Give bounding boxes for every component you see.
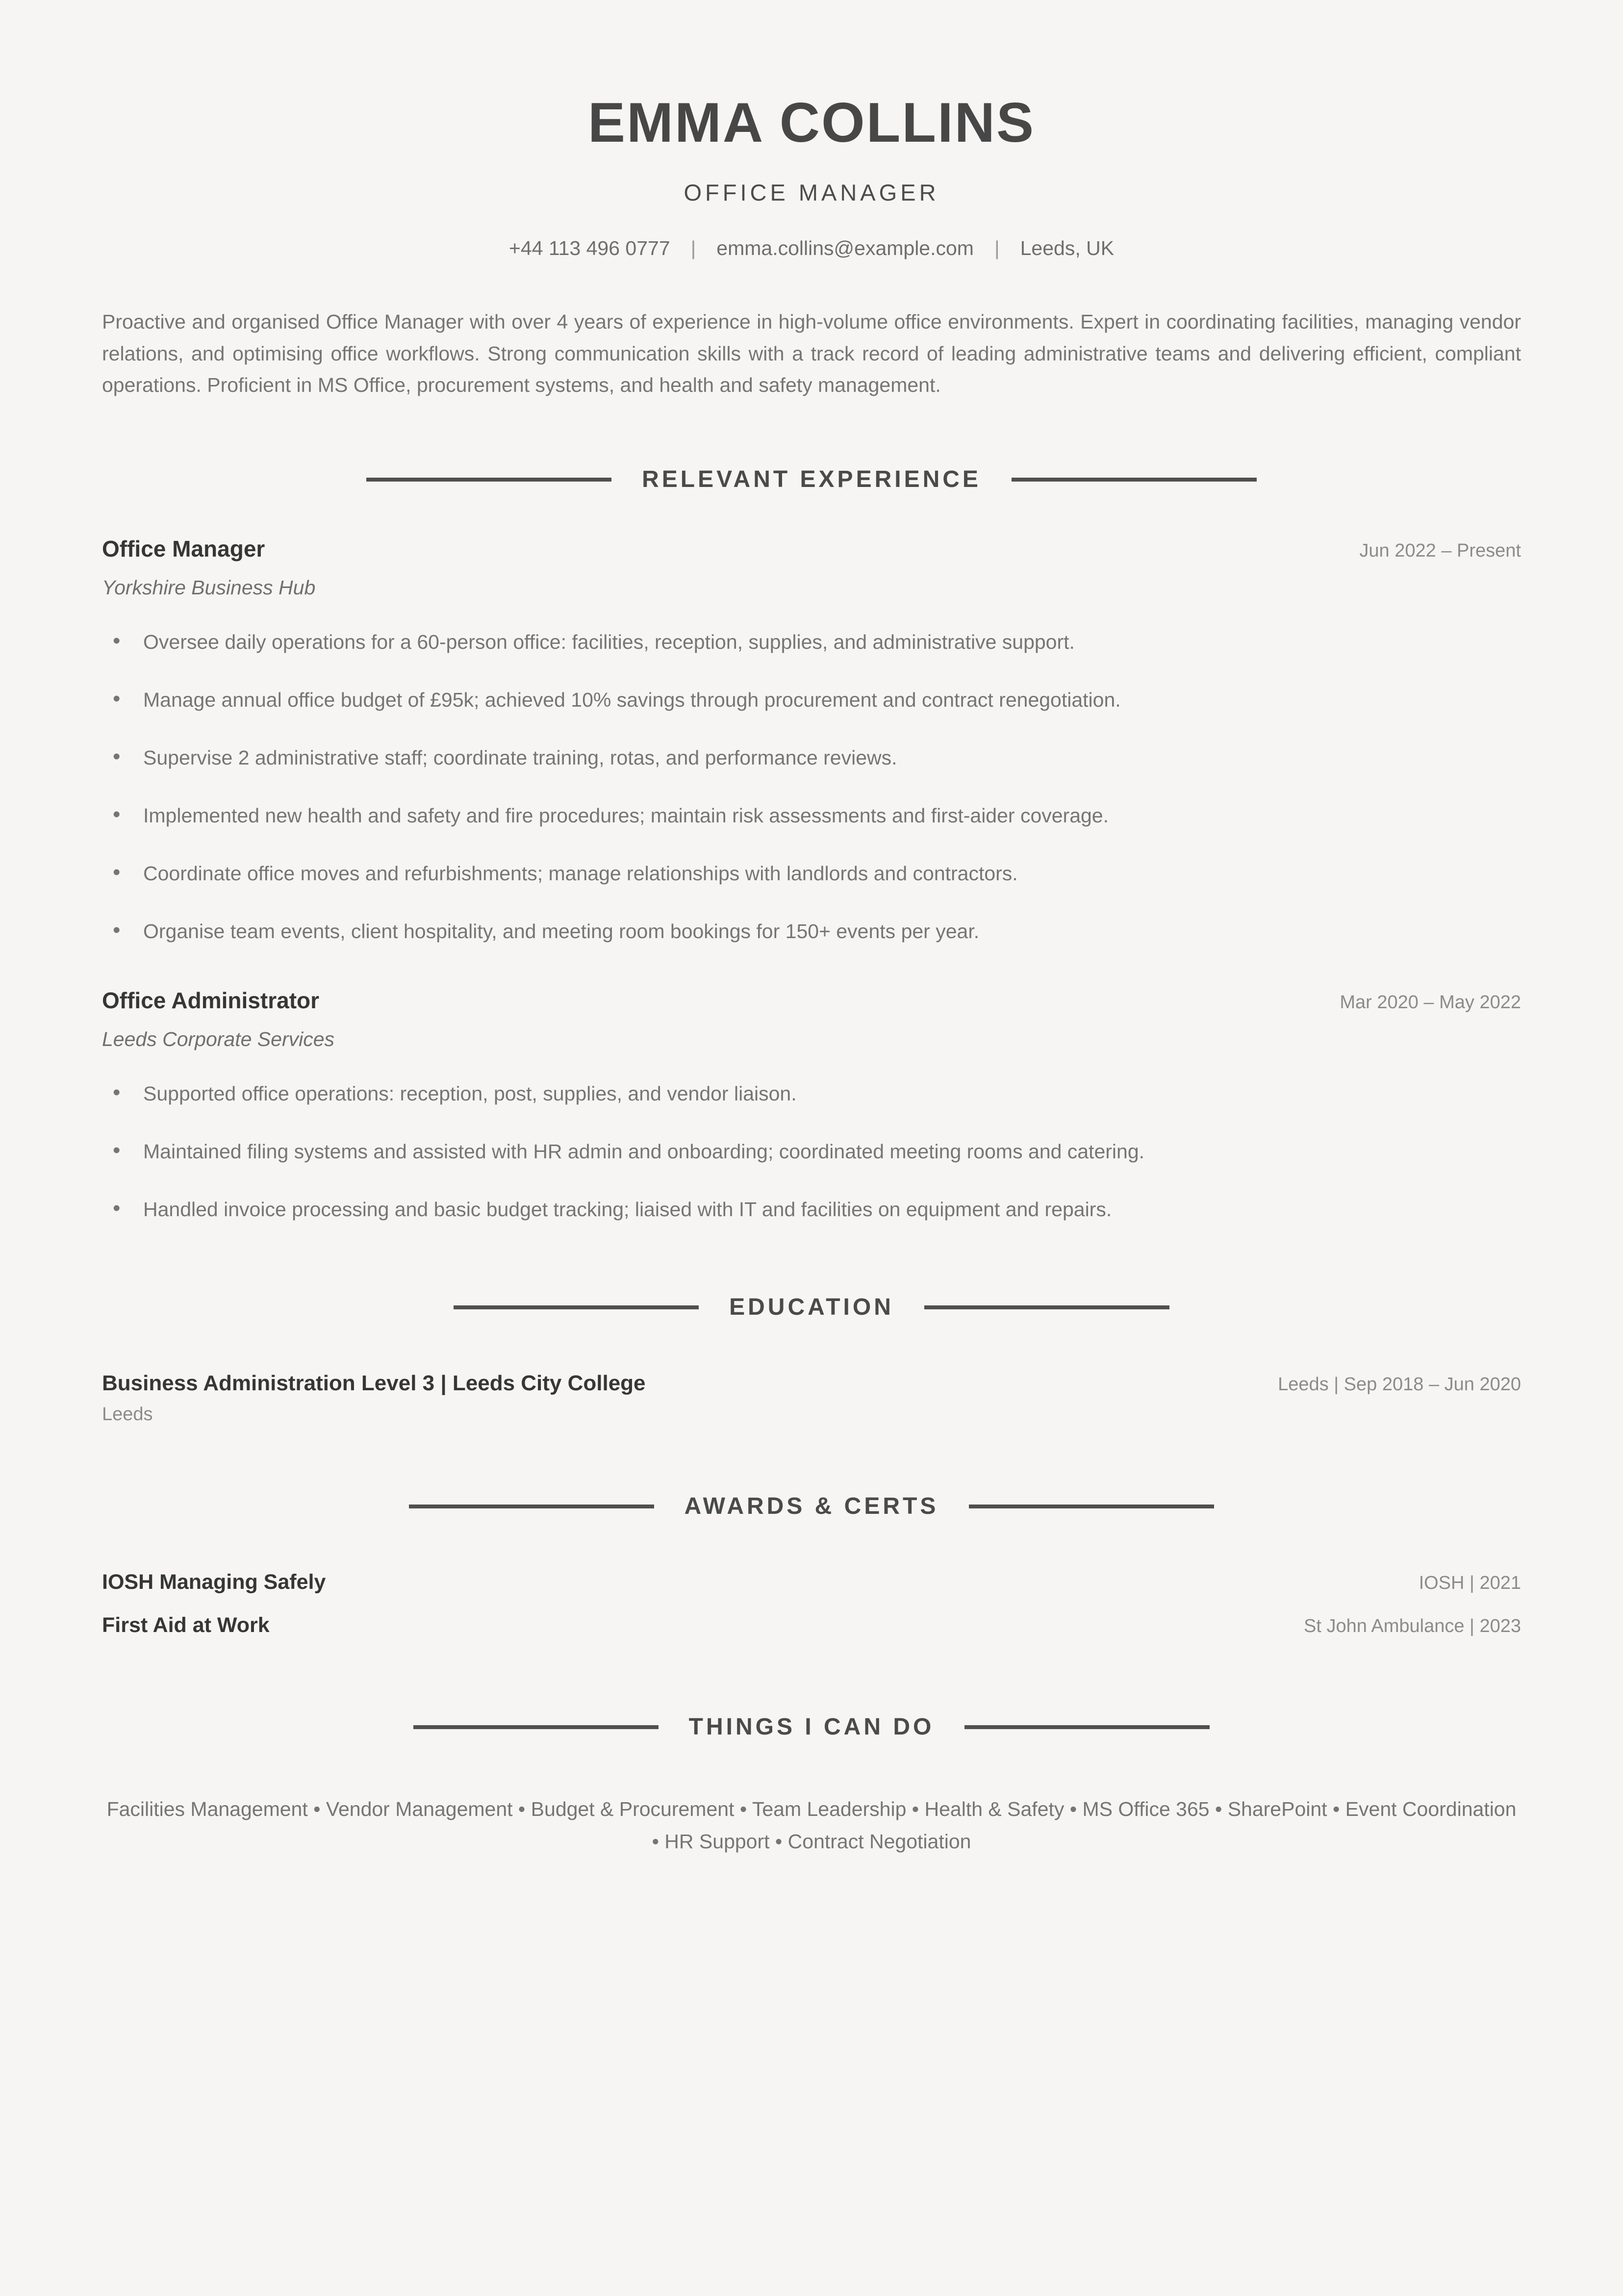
job-header [102, 988, 1521, 1013]
section-rule [1012, 478, 1257, 482]
section-rule [454, 1305, 699, 1309]
job-dates: Jun 2022 – Present [1359, 540, 1521, 561]
education-entry [102, 1371, 1521, 1425]
section-title: EDUCATION [729, 1294, 894, 1320]
section-rule [366, 478, 611, 482]
contact-separator: | [690, 237, 696, 259]
job-company: Yorkshire Business Hub [102, 576, 316, 599]
section-rule [409, 1505, 654, 1508]
job-title: Office Administrator [102, 987, 320, 1013]
job-bullet: • Handled invoice processing and basic budget tracking; liaised with IT and facilities on equipment and repairs. [102, 1198, 1521, 1221]
job-entry [102, 988, 1521, 1221]
contact-line [102, 237, 1521, 259]
section-title: AWARDS & CERTS [684, 1493, 939, 1519]
section-heading-experience [102, 467, 1521, 492]
award-entry [102, 1570, 1521, 1594]
job-bullet: • Supervise 2 administrative staff; coordinate training, rotas, and performance reviews. [102, 746, 1521, 769]
award-issuer: St John Ambulance | 2023 [1304, 1615, 1521, 1636]
job-bullet: • Implemented new health and safety and fire procedures; maintain risk assessments and first-aider coverage. [102, 804, 1521, 827]
section-title: RELEVANT EXPERIENCE [642, 466, 981, 492]
job-header [102, 536, 1521, 561]
education-header [102, 1371, 1521, 1396]
award-issuer: IOSH | 2021 [1419, 1572, 1521, 1593]
section-rule [413, 1725, 659, 1729]
job-entry [102, 536, 1521, 943]
award-entry [102, 1613, 1521, 1637]
job-title: Office Manager [102, 536, 265, 561]
section-rule [964, 1725, 1210, 1729]
job-bullet-list [102, 630, 1521, 943]
person-job-title: OFFICE MANAGER [684, 179, 939, 205]
section-rule [924, 1305, 1169, 1309]
contact-separator: | [994, 237, 1000, 259]
job-bullet: • Organise team events, client hospitality, and meeting room bookings for 150+ events per year. [102, 919, 1521, 943]
job-bullet: • Coordinate office moves and refurbishments; manage relationships with landlords and contractors. [102, 862, 1521, 885]
section-title: THINGS I CAN DO [688, 1713, 935, 1740]
job-dates: Mar 2020 – May 2022 [1340, 992, 1521, 1013]
job-company: Leeds Corporate Services [102, 1027, 335, 1050]
job-bullet: • Manage annual office budget of £95k; achieved 10% savings through procurement and contract renegotiation. [102, 688, 1521, 712]
job-bullet: • Maintained filing systems and assisted with HR admin and onboarding; coordinated meeting rooms and catering. [102, 1140, 1521, 1163]
contact-email: emma.collins@example.com [716, 237, 974, 259]
job-bullet: • Supported office operations: reception, post, supplies, and vendor liaison. [102, 1082, 1521, 1105]
education-degree: Business Administration Level 3 | Leeds City College [102, 1371, 646, 1395]
education-dates: Leeds | Sep 2018 – Jun 2020 [1278, 1374, 1521, 1395]
section-rule [969, 1505, 1214, 1508]
award-title: First Aid at Work [102, 1613, 270, 1637]
education-location: Leeds [102, 1403, 153, 1425]
section-heading-education [102, 1295, 1521, 1320]
contact-location: Leeds, UK [1020, 237, 1115, 259]
person-name: EMMA COLLINS [587, 92, 1036, 154]
award-title: IOSH Managing Safely [102, 1570, 326, 1594]
job-bullet: • Oversee daily operations for a 60-person office: facilities, reception, supplies, and administrative support. [102, 630, 1521, 654]
skills-list: Facilities Management • Vendor Management • Budget & Procurement • Team Leadership • Health & Safety • MS Office 365 • SharePoint • Event Coordination • HR Support • Contract Negotiation [106, 1797, 1517, 1853]
professional-summary: Proactive and organised Office Manager with over 4 years of experience in high-volume office environments. Expert in coordinating facilities, managing vendor relations, and optimising office workflows. Strong communication skills with a track record of leading administrative teams and delivering efficient, compliant operations. Proficient in MS Office, procurement systems, and health and safety management. [102, 310, 1521, 396]
job-bullet-list [102, 1082, 1521, 1221]
section-heading-awards [102, 1494, 1521, 1519]
contact-phone: +44 113 496 0777 [508, 237, 670, 259]
section-heading-skills [102, 1714, 1521, 1740]
